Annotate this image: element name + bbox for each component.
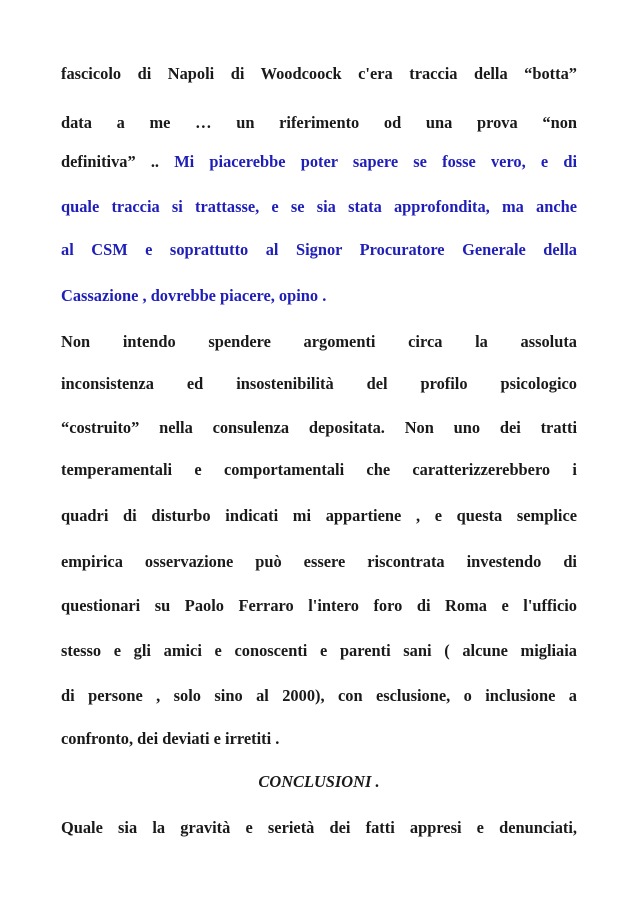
section-heading <box>61 771 577 793</box>
text-run: inconsistenza ed insostenibilità del profilo psicologico <box>61 374 577 393</box>
highlighted-text-run: al CSM e soprattutto al Signor Procuratore Generale della <box>61 240 577 259</box>
text-run: di persone , solo sino al 2000), con esclusione, o inclusione a <box>61 686 577 705</box>
text-run: temperamentali e comportamentali che caratterizzerebbero i <box>61 460 577 479</box>
text-line-14 <box>61 640 577 662</box>
highlighted-text-run: Mi piacerebbe poter sapere se fosse vero, e di <box>174 152 577 171</box>
text-line-5 <box>61 239 577 261</box>
highlighted-text-run: quale traccia si trattasse, e se sia stata approfondita, ma anche <box>61 197 577 216</box>
text-run: confronto, dei deviati e irretiti . <box>61 729 280 748</box>
text-line-6 <box>61 285 577 307</box>
text-line-10 <box>61 459 577 481</box>
text-run: Quale sia la gravità e serietà dei fatti appresi e denunciati, <box>61 818 577 837</box>
text-line-3 <box>61 151 577 173</box>
text-run: “costruito” nella consulenza depositata. Non uno dei tratti <box>61 418 577 437</box>
text-line-12 <box>61 551 577 573</box>
text-line-1 <box>61 63 577 85</box>
text-line-7 <box>61 331 577 353</box>
text-run: fascicolo di Napoli di Woodcoock c'era traccia della “botta” <box>61 64 577 83</box>
text-run: Non intendo spendere argomenti circa la assoluta <box>61 332 577 351</box>
text-line-11 <box>61 505 577 527</box>
text-line-2 <box>61 112 577 134</box>
text-line-13 <box>61 595 577 617</box>
heading-text: CONCLUSIONI . <box>258 772 380 791</box>
text-run: quadri di disturbo indicati mi appartiene , e questa semplice <box>61 506 577 525</box>
text-run: definitiva” .. <box>61 152 175 171</box>
text-line-9 <box>61 417 577 439</box>
text-line-16 <box>61 728 577 750</box>
text-line-8 <box>61 373 577 395</box>
highlighted-text-run: Cassazione , dovrebbe piacere, opino . <box>61 286 327 305</box>
text-run: data a me … un riferimento od una prova “non <box>61 113 577 132</box>
text-run: empirica osservazione può essere riscontrata investendo di <box>61 552 577 571</box>
text-line-4 <box>61 196 577 218</box>
text-line-18 <box>61 817 577 839</box>
text-run: questionari su Paolo Ferraro l'intero foro di Roma e l'ufficio <box>61 596 577 615</box>
text-line-15 <box>61 685 577 707</box>
text-run: stesso e gli amici e conoscenti e parenti sani ( alcune migliaia <box>61 641 577 660</box>
